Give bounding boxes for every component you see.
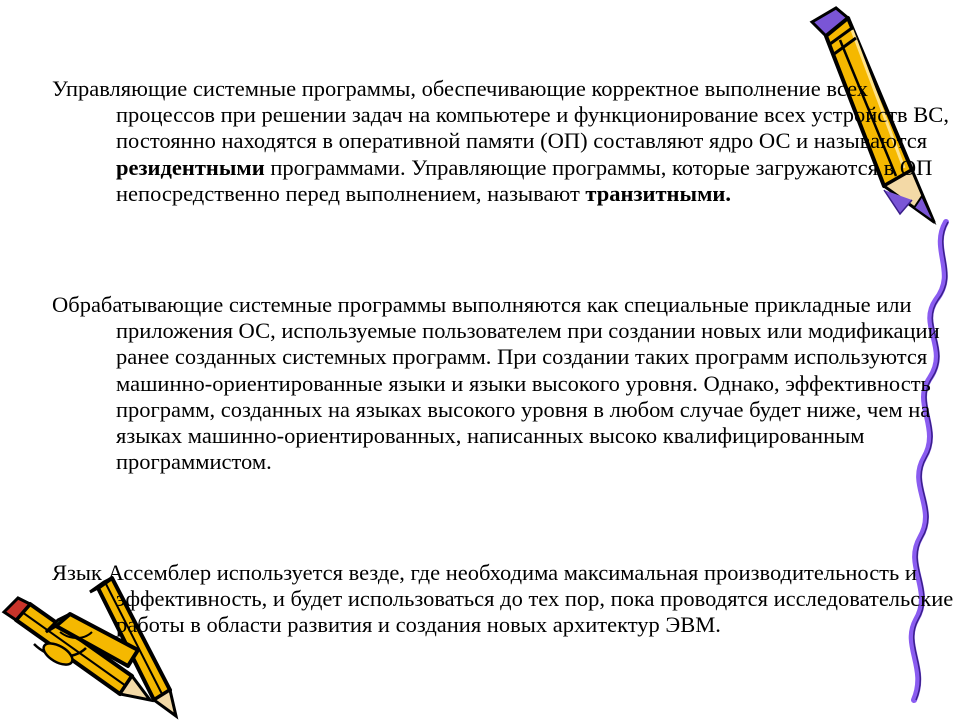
- bold-term: резидентными: [116, 154, 265, 180]
- text-segment: Язык Ассемблер используется везде, где необходима максимальная производительность и эффективность, и будет использоваться до тех пор, пока проводятся исследовательские работы в области развития и создания новых архитектур ЭВМ.: [52, 560, 954, 638]
- paragraph-processing-programs: [52, 292, 960, 475]
- text-segment: Управляющие системные программы, обеспечивающие корректное выполнение всех процессов при решении задач на компьютере и функционирование всех устройств ВС, постоянно находятся в оперативной памяти (ОП) составляют ядро ОС и называются: [52, 76, 949, 154]
- paragraph-resident-transit: [52, 76, 960, 207]
- paragraph-assembler: [52, 560, 960, 639]
- text-segment: программами. Управляющие программы, которые загружаются в ОП непосредственно перед выполнением, называют: [116, 154, 933, 206]
- bold-term: транзитными.: [585, 180, 731, 206]
- text-segment: Обрабатывающие системные программы выполняются как специальные прикладные или приложения ОС, используемые пользователем при создании новых или модификации ранее созданных системных программ. При создании таких программ используются машинно-ориентированные языки и языки высокого уровня. Однако, эффективность программ, созданных на языках высокого уровня в любом случае будет ниже, чем на языках машинно-ориентированных, написанных высоко квалифицированным программистом.: [52, 292, 940, 475]
